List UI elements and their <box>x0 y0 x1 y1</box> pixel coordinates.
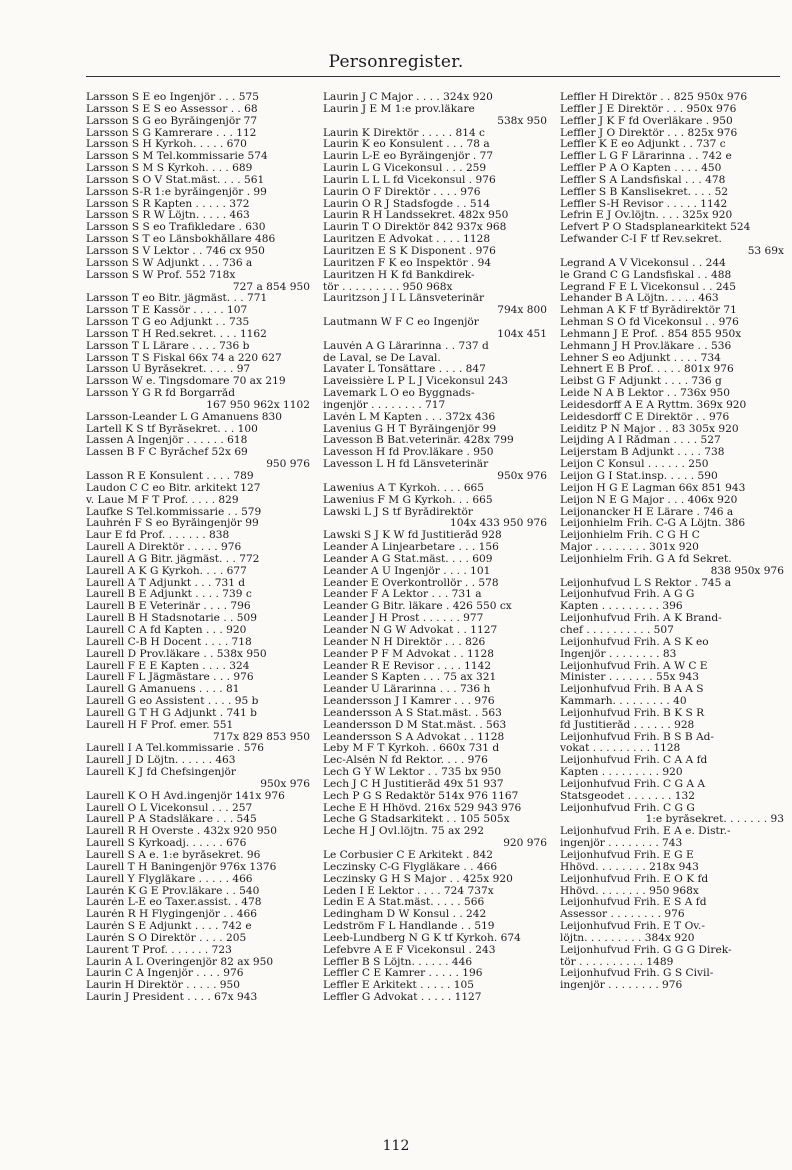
register-entry: Laurell F E E Kapten . . . . 324 <box>86 660 250 672</box>
register-entry: Laurell G eo Assistent . . . . 95 b <box>86 696 259 708</box>
register-entry: Laurin T O Direktör 842 937x 968 <box>323 222 507 234</box>
register-entry: Leijonhufvud Frih. A K Brand- <box>560 613 722 625</box>
register-entry: Lefebvre A E F Vicekonsul . 243 <box>323 944 496 956</box>
register-entry: Larsson S G Kamrerare . . . 112 <box>86 127 257 139</box>
page-number: 112 <box>382 1138 410 1154</box>
register-entry: Leffler C E Kamrer . . . . . 196 <box>323 968 483 980</box>
register-entry: Leby M F T Kyrkoh. . 660x 731 d <box>323 743 500 755</box>
register-entry: Larsson T S Fiskal 66x 74 a 220 627 <box>86 352 282 364</box>
register-entry: Larsson T E Kassör . . . . . 107 <box>86 305 248 317</box>
register-entry: Lauritzen E S K Disponent . 976 <box>323 245 496 257</box>
register-entry: Leide N A B Lektor . . 736x 950 <box>560 388 730 400</box>
register-entry: Laurell T H Baningenjör 976x 1376 <box>86 861 277 873</box>
register-entry: Leander A G Stat.mäst. . . . 609 <box>323 553 493 565</box>
register-entry: Larsson T G eo Adjunkt . . 735 <box>86 317 250 329</box>
register-entry: Laurell A K G Kyrkoh. . . . 677 <box>86 565 247 577</box>
register-entry: Laurell S A e. 1:e byråsekret. 96 <box>86 850 261 861</box>
register-entry: Laurent T Prof. . . . . . . 723 <box>86 944 232 956</box>
register-entry: Lauritzson J I L Länsveterinär <box>323 293 485 305</box>
register-entry: Leijonhufvud Frih. B A A S <box>560 684 704 696</box>
register-entry: Lehmann J E Prof. . 854 855 950x <box>560 328 742 340</box>
register-entry: Laurin L-E eo Byråingenjör . 77 <box>323 151 494 163</box>
register-entry: 104x 451 <box>497 328 547 340</box>
register-entry: Leijonhufvud Frih. E T Öv.- <box>560 921 705 933</box>
register-entry: Laurell H F Prof. emer. 551 <box>86 719 234 731</box>
register-entry: Laurell K O H Avd.ingenjör 141x 976 <box>86 790 285 802</box>
register-entry: Lawski L J S tf Byrådirektör <box>323 506 473 518</box>
register-entry: Larsson T eo Bitr. jägmäst. . . 771 <box>86 293 268 305</box>
register-column-3 <box>560 92 786 992</box>
register-entry: Leander E Överkontrollör . . 578 <box>323 577 499 589</box>
register-entry: Leijonancker H E Lärare . 746 a <box>560 506 734 518</box>
register-entry: Laurell P A Stadsläkare . . . 545 <box>86 814 257 826</box>
register-entry: Leeb-Lundberg N G K tf Kyrkoh. 674 <box>323 932 521 944</box>
register-entry: Laurin A L Överingenjör 82 ax 950 <box>86 956 274 968</box>
register-entry: 53 69x <box>747 245 784 257</box>
register-entry: Leffler J K F fd Överläkare . 950 <box>560 115 733 127</box>
register-entry: Leander A Linjearbetare . . . 156 <box>323 542 499 554</box>
register-entry: Leidesdorff C E Direktör . . 976 <box>560 411 730 423</box>
register-entry: Leander A U Ingenjör . . . . 101 <box>323 565 491 577</box>
register-entry: Lehman S O fd Vicekonsul . . 976 <box>560 317 739 329</box>
register-entry: 717x 829 853 950 <box>213 731 310 743</box>
register-entry: Laurin H Direktör . . . . . 950 <box>86 980 241 992</box>
register-entry: Leijonhufvud Frih. E O K fd <box>560 873 709 885</box>
register-entry: Laurén K G E Prov.läkare . . 540 <box>86 885 260 897</box>
register-entry: Hhövd. . . . . . . . 950 968x <box>560 885 699 897</box>
register-entry: Laurin K Direktör . . . . . 814 c <box>323 127 485 139</box>
register-entry: vokat . . . . . . . . . 1128 <box>560 743 681 755</box>
register-entry: Lech P G S Redaktör 514x 976 1167 <box>323 790 519 802</box>
register-entry: Lavesson B Bat.veterinär. 428x 799 <box>323 435 514 447</box>
register-entry: 950x 976 <box>497 471 547 482</box>
register-entry: Leijonhufvud Frih. A W C E <box>560 660 708 672</box>
register-entry: Leijonhufvud Frih. E A e. Distr.- <box>560 826 731 838</box>
register-entry: Leche H J Övl.löjtn. 75 ax 292 <box>323 826 484 838</box>
register-entry: Laurell J D Löjtn. . . . . . 463 <box>86 755 236 767</box>
register-entry: Kammarh. . . . . . . . . 40 <box>560 696 687 708</box>
register-entry: Laur E fd Prof. . . . . . . 838 <box>86 530 230 542</box>
register-entry: Lasson R E Konsulent . . . . 789 <box>86 471 254 482</box>
register-entry: Leijonhufvud Frih. E S A fd <box>560 897 707 909</box>
register-entry: Leijonhielm Frih. G A fd Sekret. <box>560 553 732 565</box>
register-entry: Laurell D Prov.läkare . . 538x 950 <box>86 648 267 660</box>
register-entry: Leijon C Konsul . . . . . . 250 <box>560 459 709 471</box>
register-entry: Leffler L G F Lärarinna . . 742 e <box>560 151 732 163</box>
register-entry: Leijonhielm Frih. C G H C <box>560 530 700 542</box>
register-entry: Le Corbusier C E Arkitekt . 842 <box>323 850 493 861</box>
register-entry: Laufke S Tel.kommissarie . . 579 <box>86 506 262 518</box>
register-entry: Laurin J President . . . . 67x 943 <box>86 992 258 1004</box>
register-entry: Leijonhufvud Frih. B S B Ad- <box>560 731 715 743</box>
register-entry: Larsson S W Adjunkt . . . 736 a <box>86 257 253 269</box>
register-entry: Leander R E Revisor . . . . 1142 <box>323 660 492 672</box>
register-entry: Leche E H Hhövd. 216x 529 943 976 <box>323 802 522 814</box>
register-entry: Lech G Y W Lektor . . 735 bx 950 <box>323 767 502 779</box>
register-entry: Leijonhufvud Frih. G G G Direk- <box>560 944 732 956</box>
register-entry: Leandersson J I Kamrer . . . 976 <box>323 696 495 708</box>
register-entry: Laurén S E Adjunkt . . . . 742 e <box>86 921 252 933</box>
register-entry: Laurin O R J Stadsfogde . . 514 <box>323 198 491 210</box>
page-header: Personregister. <box>328 52 464 72</box>
register-entry: Leandersson S A Advokat . . 1128 <box>323 731 505 743</box>
register-entry: Lauritzen F K eo Inspektör . 94 <box>323 257 492 269</box>
register-entry: Leijonhufvud L S Rektor . 745 a <box>560 577 732 589</box>
register-entry: Legrand A V Vicekonsul . . 244 <box>560 257 726 269</box>
register-entry: Lartell K S tf Byråsekret. . . 100 <box>86 423 258 435</box>
register-entry: Lavesson L H fd Länsveterinär <box>323 459 489 471</box>
register-entry: Laurin K eo Konsulent . . . 78 a <box>323 139 490 151</box>
register-entry: Hhövd. . . . . . . . 218x 943 <box>560 861 699 873</box>
register-entry: Lassen A Ingenjör . . . . . . 618 <box>86 435 248 447</box>
register-column-2 <box>323 92 549 1004</box>
register-entry: Larsson S O V Stat.mäst. . . . 561 <box>86 174 265 186</box>
register-entry: Leiditz P N Major . . 83 305x 920 <box>560 423 739 435</box>
register-entry: tör . . . . . . . . . . 1489 <box>560 956 674 968</box>
register-entry: 950x 976 <box>260 778 310 790</box>
register-entry: Laurin L G Vicekonsul . . . 259 <box>323 163 487 175</box>
register-entry: Laurin J E M 1:e prov.läkare <box>323 103 475 115</box>
register-entry: Leidesdorff A E A Ryttm. 369x 920 <box>560 399 747 411</box>
register-entry: Laurén R H Flygingenjör . . 466 <box>86 909 258 921</box>
register-entry: Laurell O L Vicekonsul . . . 257 <box>86 802 253 814</box>
register-entry: Leffler S A Landsfiskal . . . 478 <box>560 174 726 186</box>
register-entry: Lehmann J H Prov.läkare . . 536 <box>560 340 732 352</box>
register-entry: Statsgeodet . . . . . . . 132 <box>560 790 695 802</box>
register-entry: Kapten . . . . . . . . . 920 <box>560 767 683 779</box>
register-entry: Leandersson A S Stat.mäst. . 563 <box>323 707 502 719</box>
register-entry: Leijon H G E Lagman 66x 851 943 <box>560 482 746 494</box>
register-entry: Kapten . . . . . . . . . 396 <box>560 601 683 613</box>
register-entry: Lavesson H fd Prov.läkare . 950 <box>323 447 494 459</box>
register-entry: Lefwander C-I F tf Rev.sekret. <box>560 234 722 246</box>
register-entry: Larsson S S eo Trafikledare . 630 <box>86 222 266 234</box>
register-entry: 838 950x 976 <box>710 565 784 577</box>
register-entry: Leijonhufvud Frih. G S Civil- <box>560 968 714 980</box>
register-entry: Larsson S E eo Ingenjör . . . 575 <box>86 92 259 103</box>
register-entry: Leffler K E eo Adjunkt . . 737 c <box>560 139 726 151</box>
register-entry: Leijonhielm Frih. C-G A Löjtn. 386 <box>560 518 746 530</box>
register-entry: Larsson S M Tel.kommissarie 574 <box>86 151 268 163</box>
register-entry: Leffler S B Kanslisekret. . . . 52 <box>560 186 729 198</box>
register-entry: Laurell K J fd Chefsingenjör <box>86 767 236 779</box>
register-entry: Lauritzen H K fd Bankdirek- <box>323 269 475 281</box>
register-entry: ingenjör . . . . . . . . 743 <box>560 838 683 850</box>
register-entry: Larsson T H Red.sekret. . . . 1162 <box>86 328 267 340</box>
register-entry: Ledin E A Stat.mäst. . . . . 566 <box>323 897 485 909</box>
register-entry: Leijonhufvud Frih. A G G <box>560 589 695 601</box>
register-entry: Assessor . . . . . . . . 976 <box>560 909 685 921</box>
register-entry: Lavén L M Kapten . . . 372x 436 <box>323 411 496 423</box>
register-entry: Leffler B S Löjtn. . . . . . 446 <box>323 956 473 968</box>
register-entry: Leffler G Advokat . . . . . 1127 <box>323 992 482 1004</box>
register-entry: Leczinsky G H S Major . . 425x 920 <box>323 873 513 885</box>
register-column-1 <box>86 92 312 1004</box>
register-entry: le Grand C G Landsfiskal . . 488 <box>560 269 732 281</box>
register-entry: 727 a 854 950 <box>232 281 310 293</box>
register-entry: Lauvén A G Lärarinna . . 737 d <box>323 340 489 352</box>
register-entry: Laurell B E Veterinär . . . . 796 <box>86 601 251 613</box>
register-entry: Larsson W e. Tingsdomare 70 ax 219 <box>86 376 286 388</box>
register-entry: Leander N H Direktör . . . 826 <box>323 636 486 648</box>
register-entry: Lawski S J K W fd Justitieråd 928 <box>323 530 502 542</box>
register-entry: Larsson U Byråsekret. . . . . 97 <box>86 364 251 376</box>
register-entry: Lefrin E J Öv.löjtn. . . . 325x 920 <box>560 210 733 222</box>
register-entry: Lavenius G H T Byråingenjör 99 <box>323 423 497 435</box>
register-entry: Leffler E Arkitekt . . . . . 105 <box>323 980 475 992</box>
register-entry: Leffler P A O Kapten . . . . 450 <box>560 163 722 175</box>
register-entry: Leander P F M Advokat . . 1128 <box>323 648 494 660</box>
register-entry: Lautmann W F C eo Ingenjör <box>323 317 479 329</box>
register-entry: Laurell Y Flygläkare . . . . . 466 <box>86 873 253 885</box>
register-entry: Leijding A I Rådman . . . . 527 <box>560 435 721 447</box>
register-entry: Larsson S R W Löjtn. . . . . 463 <box>86 210 250 222</box>
register-entry: Lauritzen E Advokat . . . . 1128 <box>323 234 491 246</box>
register-entry: Laurell S Kyrkoadj. . . . . . 676 <box>86 838 247 850</box>
register-entry: Leander U Lärarinna . . . 736 h <box>323 684 491 696</box>
register-entry: tör . . . . . . . . . 950 968x <box>323 281 453 293</box>
register-entry: Laurell G Amanuens . . . . 81 <box>86 684 240 696</box>
register-entry: 167 950 962x 1102 <box>206 399 310 411</box>
register-entry: Leander F A Lektor . . . 731 a <box>323 589 482 601</box>
register-entry: Larsson S G eo Byråingenjör 77 <box>86 115 258 127</box>
register-entry: Laurell G T H G Adjunkt . 741 b <box>86 707 257 719</box>
register-entry: Leijonhufvud Frih. C G A A <box>560 778 706 790</box>
register-entry: Larsson S M S Kyrkoh. . . . 689 <box>86 163 253 175</box>
register-entry: Leijonhufvud Frih. E G E <box>560 850 694 861</box>
register-entry: Lauhrén F S eo Byråingenjör 99 <box>86 518 259 530</box>
register-entry: Laurell B H Stadsnotarie . . 509 <box>86 613 258 625</box>
register-entry: Larsson S-R 1:e byråingenjör . 99 <box>86 186 267 198</box>
register-entry: Laurén L-E eo Taxer.assist. . 478 <box>86 897 262 909</box>
register-entry: Lefvert P O Stadsplanearkitekt 524 <box>560 222 751 234</box>
register-entry: Leczinsky C-G Flygläkare . . 466 <box>323 861 498 873</box>
register-entry: löjtn. . . . . . . . . 384x 920 <box>560 932 695 944</box>
register-entry: Leijonhufvud Frih. B K S R <box>560 707 705 719</box>
register-entry: Ledström F L Handlande . . 519 <box>323 921 495 933</box>
register-entry: Laurell I A Tel.kommissarie . 576 <box>86 743 264 755</box>
register-entry: Larsson S W Prof. 552 718x <box>86 269 236 281</box>
register-entry: Leandersson D M Stat.mäst. . 563 <box>323 719 507 731</box>
register-entry: Laurén S O Direktör . . . . 205 <box>86 932 247 944</box>
register-entry: Laurin L L L fd Vicekonsul . 976 <box>323 174 496 186</box>
register-entry: ingenjör . . . . . . . . 717 <box>323 399 446 411</box>
register-entry: Laurell A Direktör . . . . . 976 <box>86 542 242 554</box>
register-entry: Leander S Kapten . . . 75 ax 321 <box>323 672 497 684</box>
register-entry: Ledingham D W Konsul . . 242 <box>323 909 487 921</box>
register-entry: Laurell F L Jägmästare . . . 976 <box>86 672 254 684</box>
register-entry: de Laval, se De Laval. <box>323 352 441 364</box>
register-entry: Leffler H Direktör . . 825 950x 976 <box>560 92 748 103</box>
register-entry: Leander J H Prost . . . . . . 977 <box>323 613 484 625</box>
register-entry: 794x 800 <box>497 305 547 317</box>
register-entry: Larsson-Leander L G Amanuens 830 <box>86 411 282 423</box>
register-entry: Lech J C H Justitieråd 49x 51 937 <box>323 778 504 790</box>
register-entry: Laurin R H Landssekret. 482x 950 <box>323 210 509 222</box>
register-entry: Laurin O F Direktör . . . . 976 <box>323 186 481 198</box>
register-entry: 1:e byråsekret. . . . . . . 93 <box>645 814 784 826</box>
header-rule <box>86 76 780 77</box>
register-entry: Leander G Bitr. läkare . 426 550 cx <box>323 601 512 613</box>
register-entry: Larsson S R Kapten . . . . . 372 <box>86 198 250 210</box>
register-entry: Laurell A T Adjunkt . . . 731 d <box>86 577 246 589</box>
register-entry: Laurell R H Överste . 432x 920 950 <box>86 826 278 838</box>
register-entry: Laurin C A Ingenjör . . . . 976 <box>86 968 244 980</box>
register-entry: Leander N G W Advokat . . 1127 <box>323 624 498 636</box>
register-entry: Leijon N E G Major . . . 406x 920 <box>560 494 738 506</box>
register-entry: Lawenius F M G Kyrkoh. . . 665 <box>323 494 493 506</box>
register-entry: Laudon C C eo Bitr. arkitekt 127 <box>86 482 261 494</box>
register-entry: Lavemark L O eo Byggnads- <box>323 388 475 400</box>
register-entry: Larsson S V Lektor . . 746 cx 950 <box>86 245 265 257</box>
register-entry: 538x 950 <box>497 115 547 127</box>
register-entry: Laurell A G Bitr. jägmäst. . . 772 <box>86 553 260 565</box>
register-entry: ingenjör . . . . . . . . 976 <box>560 980 683 992</box>
register-entry: Lavater L Tonsättare . . . . 847 <box>323 364 486 376</box>
register-entry: Lehner S eo Adjunkt . . . . 734 <box>560 352 721 364</box>
register-entry: Larsson S H Kyrkoh. . . . . 670 <box>86 139 247 151</box>
register-entry: chef . . . . . . . . . . 507 <box>560 624 674 636</box>
register-entry: Leijonhufvud Frih. C G G <box>560 802 695 814</box>
register-entry: Larsson Y G R fd Borgarråd <box>86 388 236 400</box>
register-entry: Leijon G I Stat.insp. . . . . 590 <box>560 471 718 482</box>
register-entry: Lec-Alsén N fd Rektor. . . . 976 <box>323 755 488 767</box>
register-entry: Lehman A K F tf Byrådirektör 71 <box>560 305 737 317</box>
register-entry: 920 976 <box>503 838 547 850</box>
register-entry: Leijonhufvud Frih. C A A fd <box>560 755 708 767</box>
register-entry: 104x 433 950 976 <box>450 518 547 530</box>
register-entry: Larsson S T eo Länsbokhållare 486 <box>86 234 276 246</box>
register-entry: Leffler J O Direktör . . . 825x 976 <box>560 127 738 139</box>
register-entry: Ingenjör . . . . . . . . 83 <box>560 648 677 660</box>
register-entry: Laurell C-B H Docent . . . . 718 <box>86 636 252 648</box>
register-entry: Larsson S E S eo Assessor . . 68 <box>86 103 258 115</box>
register-entry: Laurell B E Adjunkt . . . . 739 c <box>86 589 252 601</box>
register-entry: Lehnert E B Prof. . . . . 801x 976 <box>560 364 734 376</box>
register-entry: Major . . . . . . . . 301x 920 <box>560 542 699 554</box>
register-entry: Leden I E Lektor . . . . 724 737x <box>323 885 494 897</box>
register-entry: Leijerstam B Adjunkt . . . . 738 <box>560 447 725 459</box>
register-entry: Laurin J C Major . . . . 324x 920 <box>323 92 493 103</box>
register-entry: Minister . . . . . . . 55x 943 <box>560 672 700 684</box>
register-entry: Laveissière L P L J Vicekonsul 243 <box>323 376 509 388</box>
register-entry: Leijonhufvud Frih. A S K eo <box>560 636 709 648</box>
register-entry: Legrand F E L Vicekonsul . . 245 <box>560 281 737 293</box>
register-entry: Leibst G F Adjunkt . . . . 736 g <box>560 376 722 388</box>
register-entry: Leche G Stadsarkitekt . . 105 505x <box>323 814 510 826</box>
register-entry: 950 976 <box>266 459 310 471</box>
register-entry: Laurell C A fd Kapten . . . 920 <box>86 624 247 636</box>
register-entry: Leffler J E Direktör . . . 950x 976 <box>560 103 737 115</box>
register-entry: Lehander B A Löjtn. . . . . 463 <box>560 293 719 305</box>
register-entry: Larsson T L Lärare . . . . 736 b <box>86 340 250 352</box>
register-entry: v. Laue M F T Prof. . . . . 829 <box>86 494 239 506</box>
register-entry: Lassen B F C Byråchef 52x 69 <box>86 447 248 459</box>
register-entry: fd Justitieråd . . . . . . 928 <box>560 719 695 731</box>
register-entry: Lawenius A T Kyrkoh. . . . 665 <box>323 482 485 494</box>
register-entry: Leffler S-H Revisor . . . . . 1142 <box>560 198 728 210</box>
